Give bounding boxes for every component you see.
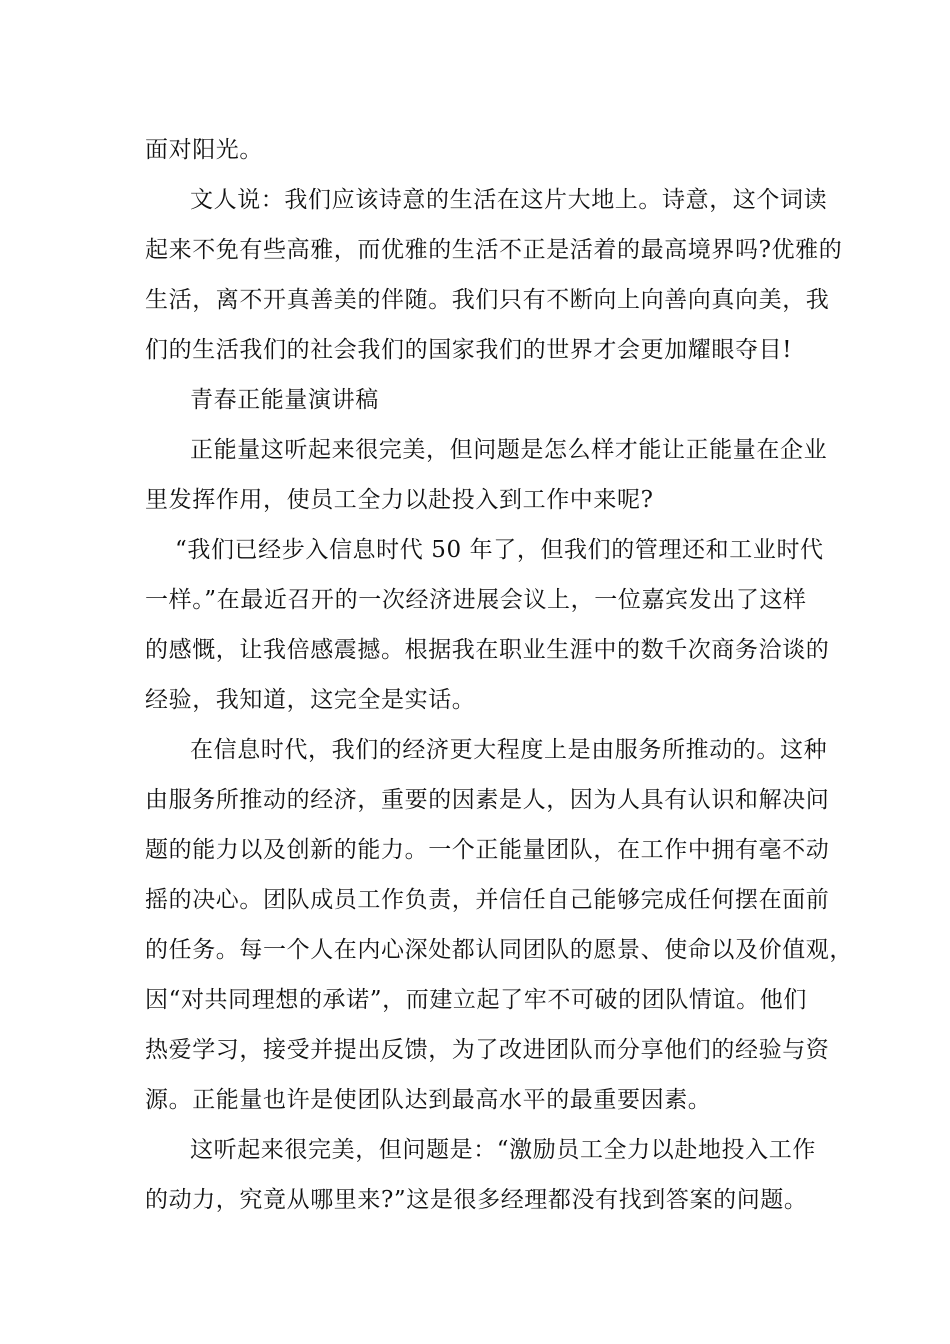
text-line: 们的生活我们的社会我们的国家我们的世界才会更加耀眼夺目! xyxy=(145,337,793,363)
text-line: 的感慨，让我倍感震撼。根据我在职业生涯中的数千次商务洽谈的 xyxy=(145,637,830,663)
paragraph-first-line: 在信息时代，我们的经济更大程度上是由服务所推动的。这种 xyxy=(190,737,828,763)
text-line: 因“对共同理想的承诺”，而建立起了牢不可破的团队情谊。他们 xyxy=(145,987,807,1013)
text-line: 由服务所推动的经济，重要的因素是人，因为人具有认识和解决问 xyxy=(145,787,830,813)
text-line: 起来不免有些高雅，而优雅的生活不正是活着的最高境界吗?优雅的 xyxy=(145,237,843,263)
text-line: 里发挥作用，使员工全力以赴投入到工作中来呢? xyxy=(145,487,654,513)
paragraph-first-line: 这听起来很完美，但问题是：“激励员工全力以赴地投入工作 xyxy=(190,1137,816,1163)
text-line: 的动力，究竟从哪里来?”这是很多经理都没有找到答案的问题。 xyxy=(145,1187,808,1213)
text-line: 一样。”在最近召开的一次经济进展会议上，一位嘉宾发出了这样 xyxy=(145,587,807,613)
text-line: 的任务。每一个人在内心深处都认同团队的愿景、使命以及价值观， xyxy=(145,937,853,963)
text-line: 生活，离不开真善美的伴随。我们只有不断向上向善向真向美，我 xyxy=(145,287,830,313)
text-line: 摇的决心。团队成员工作负责，并信任自己能够完成任何摆在面前 xyxy=(145,887,830,913)
text-line: 面对阳光。 xyxy=(145,137,263,163)
paragraph-first-line: “我们已经步入信息时代 50 年了，但我们的管理还和工业时代 xyxy=(175,537,824,563)
section-heading: 青春正能量演讲稿 xyxy=(190,387,379,413)
paragraph-first-line: 文人说：我们应该诗意的生活在这片大地上。诗意，这个词读 xyxy=(190,187,828,213)
paragraph-first-line: 正能量这听起来很完美，但问题是怎么样才能让正能量在企业 xyxy=(190,437,828,463)
text-line: 热爱学习，接受并提出反馈，为了改进团队而分享他们的经验与资 xyxy=(145,1037,830,1063)
text-line: 题的能力以及创新的能力。一个正能量团队，在工作中拥有毫不动 xyxy=(145,837,830,863)
text-line: 源。正能量也许是使团队达到最高水平的最重要因素。 xyxy=(145,1087,712,1113)
text-line: 经验，我知道，这完全是实话。 xyxy=(145,687,476,713)
